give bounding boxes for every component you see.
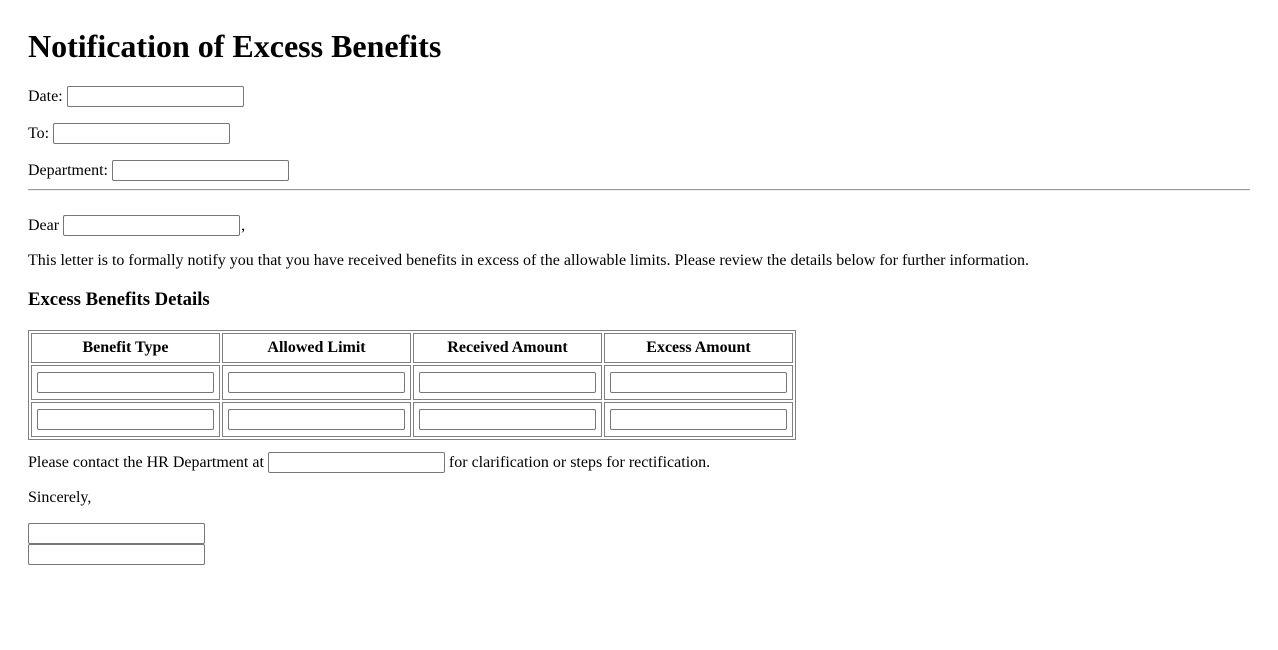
signature-name-field[interactable] (28, 523, 205, 544)
excess-amount-field[interactable] (610, 372, 787, 393)
divider (28, 189, 1250, 191)
signature-title-field[interactable] (28, 544, 205, 565)
column-header-received-amount: Received Amount (413, 333, 602, 363)
received-amount-field[interactable] (419, 409, 596, 430)
department-row (28, 160, 289, 181)
table-cell (413, 402, 602, 437)
department-field[interactable] (112, 160, 289, 181)
table-cell (413, 365, 602, 400)
benefit-type-field[interactable] (37, 372, 214, 393)
body-paragraph: This letter is to formally notify you that you have received benefits in excess of the allowable limits. Please review the details below for further information. (28, 252, 1030, 269)
date-row (28, 86, 244, 107)
hr-contact-field[interactable] (268, 452, 445, 473)
date-label: Date: (28, 87, 63, 105)
allowed-limit-field[interactable] (228, 372, 405, 393)
table-cell (222, 365, 411, 400)
column-header-benefit-type: Benefit Type (31, 333, 220, 363)
excess-benefits-table (28, 330, 796, 440)
to-row (28, 123, 230, 144)
table-cell (31, 402, 220, 437)
closing-text: Sincerely, (28, 489, 92, 506)
to-field[interactable] (53, 123, 230, 144)
table-cell (604, 402, 793, 437)
salutation-row (28, 215, 245, 236)
department-label: Department: (28, 161, 108, 179)
recipient-name-field[interactable] (63, 215, 240, 236)
table-row (31, 365, 793, 400)
salutation-comma: , (241, 216, 246, 234)
date-field[interactable] (67, 86, 244, 107)
excess-amount-field[interactable] (610, 409, 787, 430)
table-row (31, 402, 793, 437)
allowed-limit-field[interactable] (228, 409, 405, 430)
contact-suffix-text: for clarification or steps for rectification. (448, 453, 711, 471)
to-label: To: (28, 124, 50, 142)
received-amount-field[interactable] (419, 372, 596, 393)
contact-prefix-text: Please contact the HR Department at (28, 453, 264, 471)
column-header-excess-amount: Excess Amount (604, 333, 793, 363)
table-cell (604, 365, 793, 400)
section-heading: Excess Benefits Details (28, 289, 210, 310)
benefit-type-field[interactable] (37, 409, 214, 430)
contact-row (28, 452, 710, 473)
page-title: Notification of Excess Benefits (28, 28, 442, 64)
column-header-allowed-limit: Allowed Limit (222, 333, 411, 363)
table-cell (31, 365, 220, 400)
salutation-label: Dear (28, 216, 60, 234)
table-header-row (31, 333, 793, 363)
table-cell (222, 402, 411, 437)
